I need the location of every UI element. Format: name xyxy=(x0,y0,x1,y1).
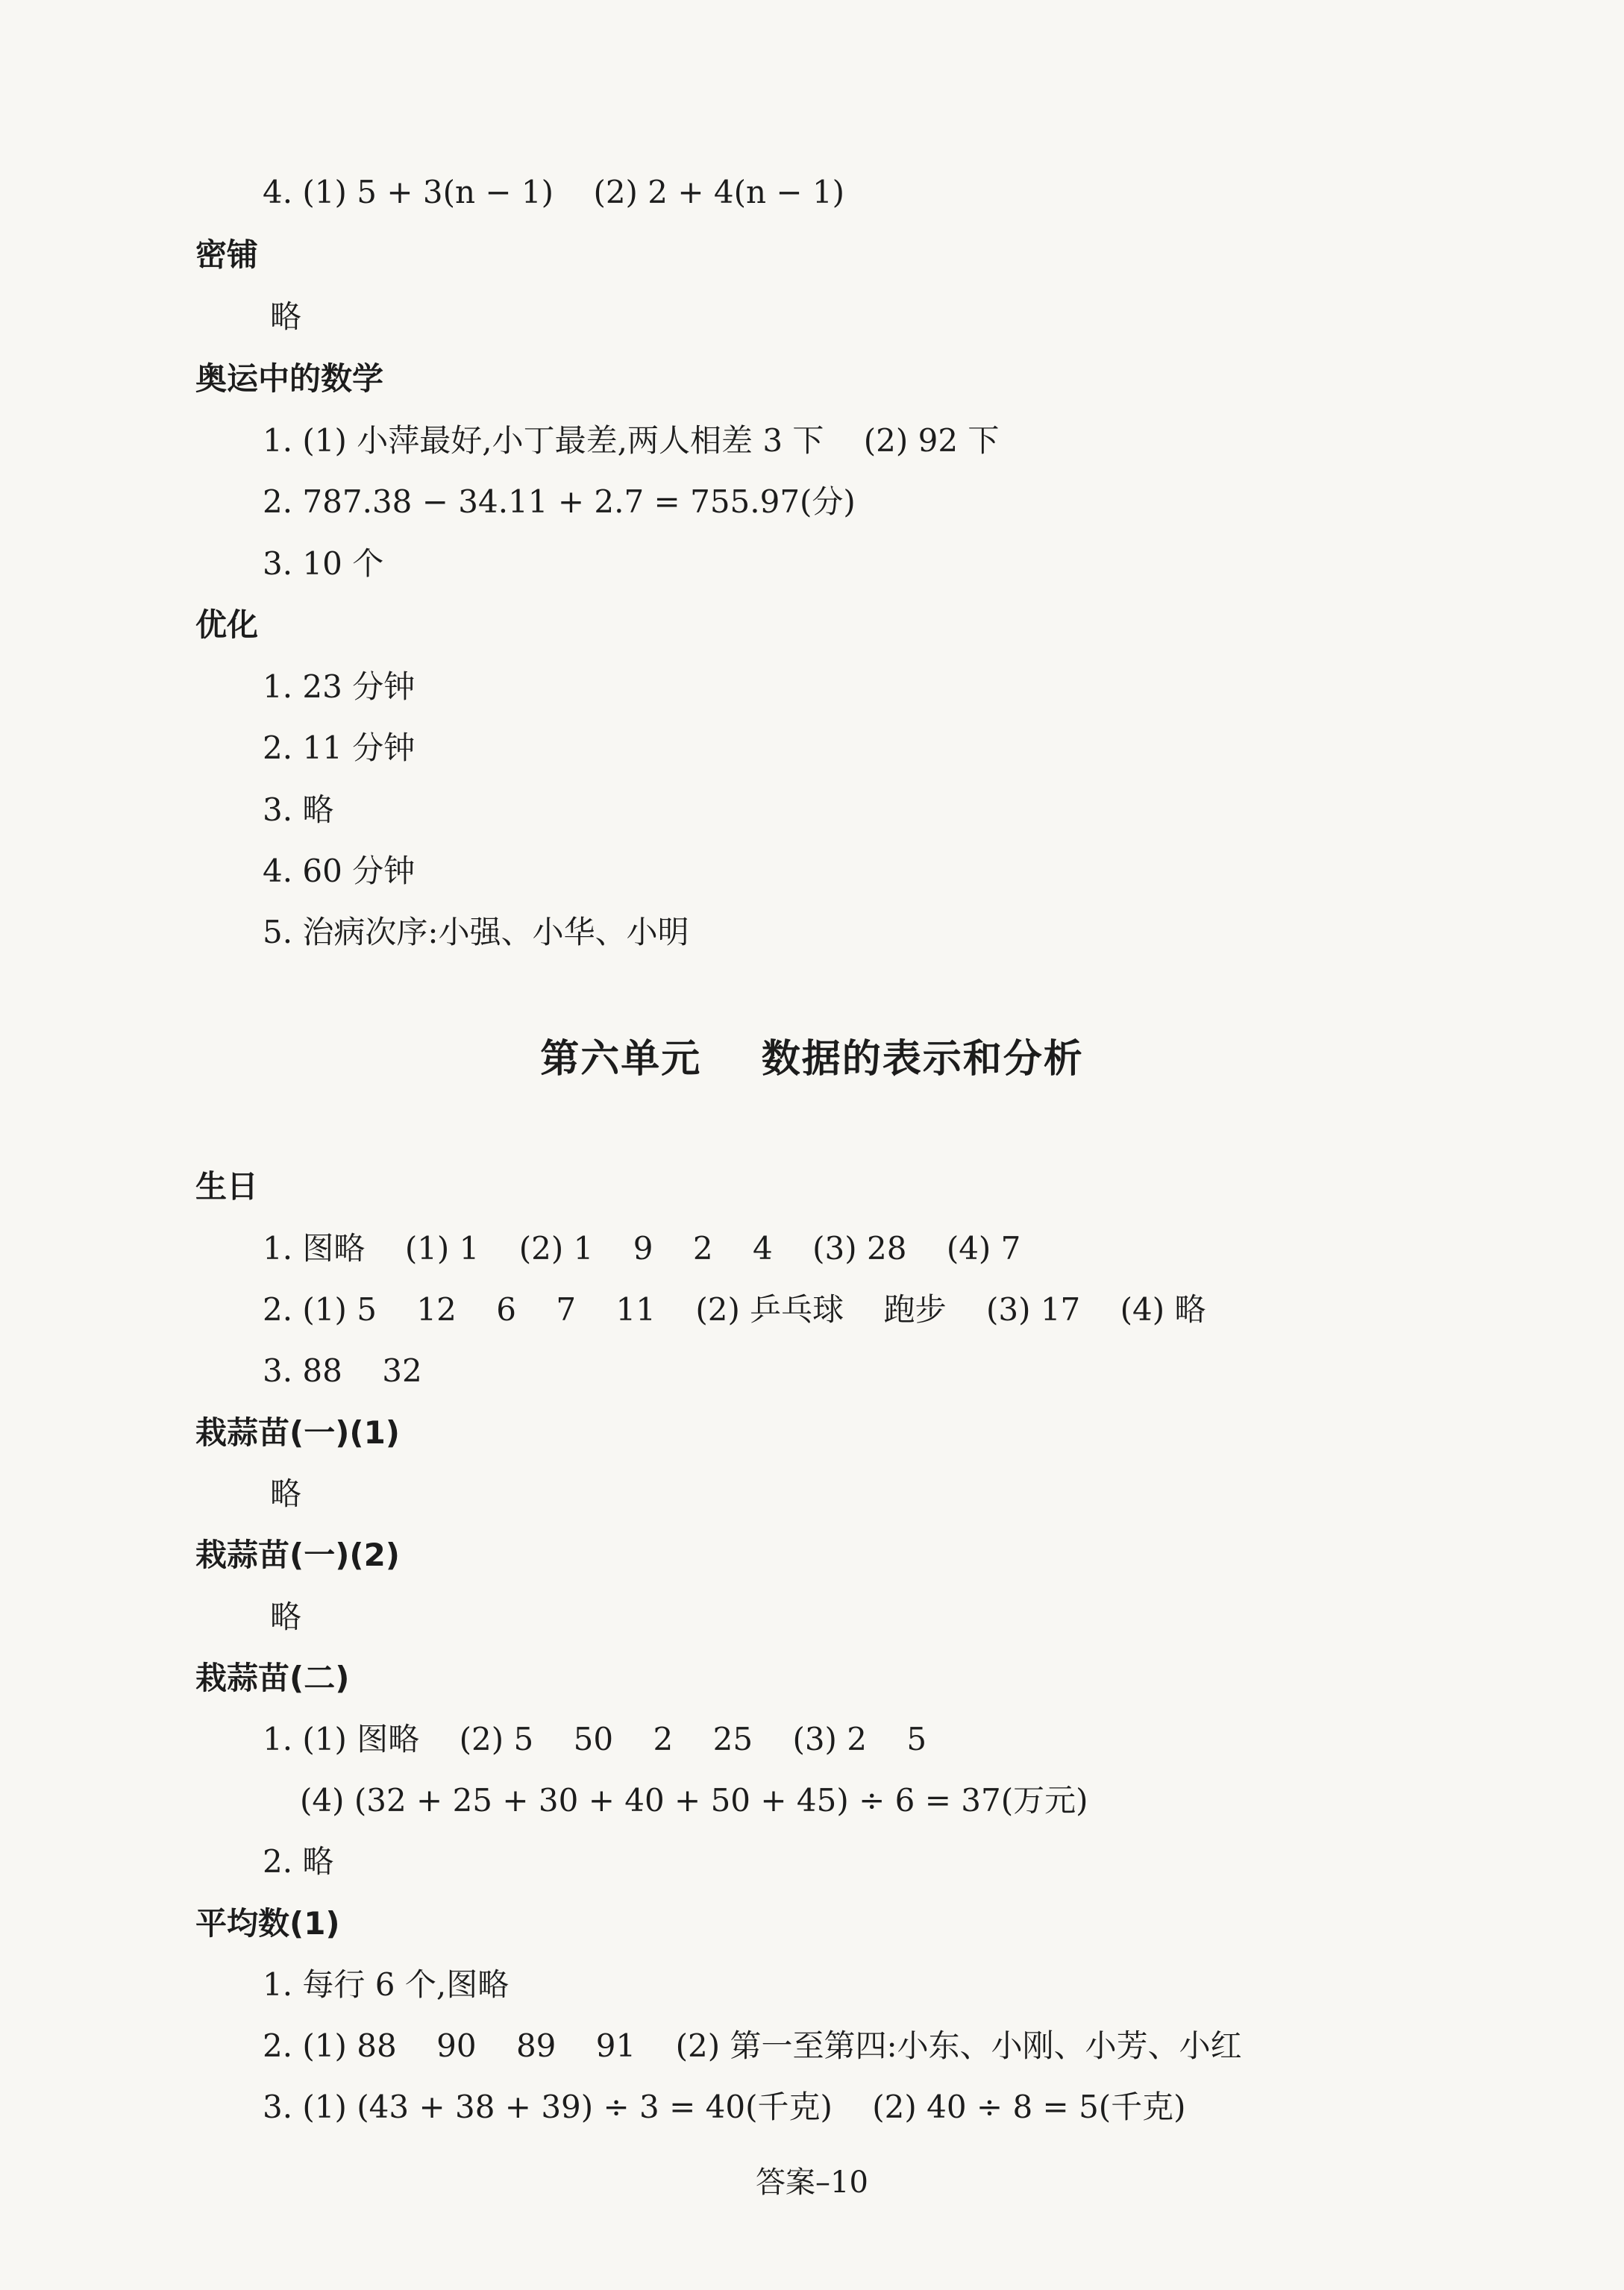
section-heading: 栽蒜苗(一)(2) xyxy=(195,1537,401,1573)
answer-line: 2. (1) 88 90 89 91 (2) 第一至第四:小东、小刚、小芳、小红 xyxy=(263,2027,1242,2064)
answer-line: 3. (1) (43 + 38 + 39) ÷ 3 = 40(千克) (2) 40 ÷ 8 = 5(千克) xyxy=(263,2089,1186,2125)
section-heading: 栽蒜苗(二) xyxy=(195,1660,350,1696)
answer-line: 略 xyxy=(270,298,302,335)
answer-line: 1. 图略 (1) 1 (2) 1 9 2 4 (3) 28 (4) 7 xyxy=(263,1230,1021,1267)
answer-line: 5. 治病次序:小强、小华、小明 xyxy=(263,914,689,950)
answer-line: 4. (1) 5 + 3(n − 1) (2) 2 + 4(n − 1) xyxy=(263,174,845,210)
section-heading: 优化 xyxy=(195,606,259,643)
answer-line: 4. 60 分钟 xyxy=(263,853,416,889)
section-heading: 平均数(1) xyxy=(195,1905,340,1942)
unit-title: 第六单元 数据的表示和分析 xyxy=(540,1037,1084,1082)
answer-line: 3. 88 32 xyxy=(263,1352,422,1389)
answer-line: (4) (32 + 25 + 30 + 40 + 50 + 45) ÷ 6 = 37(万元) xyxy=(300,1782,1088,1819)
answer-line: 2. 787.38 − 34.11 + 2.7 = 755.97(分) xyxy=(263,483,856,520)
answer-line: 1. (1) 小萍最好,小丁最差,两人相差 3 下 (2) 92 下 xyxy=(263,422,1000,459)
section-heading: 生日 xyxy=(195,1168,259,1205)
answer-line: 2. 11 分钟 xyxy=(263,730,416,766)
section-heading: 栽蒜苗(一)(1) xyxy=(195,1414,401,1451)
answer-line: 略 xyxy=(270,1475,302,1512)
section-heading: 奥运中的数学 xyxy=(195,360,384,397)
page-number: 答案–10 xyxy=(756,2165,868,2200)
answer-line: 1. (1) 图略 (2) 5 50 2 25 (3) 2 5 xyxy=(263,1721,927,1757)
answer-line: 1. 23 分钟 xyxy=(263,668,416,705)
answer-line: 1. 每行 6 个,图略 xyxy=(263,1966,510,2003)
answer-line: 2. (1) 5 12 6 7 11 (2) 乒乓球 跑步 (3) 17 (4) 略 xyxy=(263,1291,1206,1328)
answer-line: 2. 略 xyxy=(263,1843,334,1880)
answer-line: 3. 10 个 xyxy=(263,545,384,582)
answer-line: 3. 略 xyxy=(263,791,334,828)
answer-line: 略 xyxy=(270,1599,302,1635)
section-heading: 密铺 xyxy=(195,236,259,273)
